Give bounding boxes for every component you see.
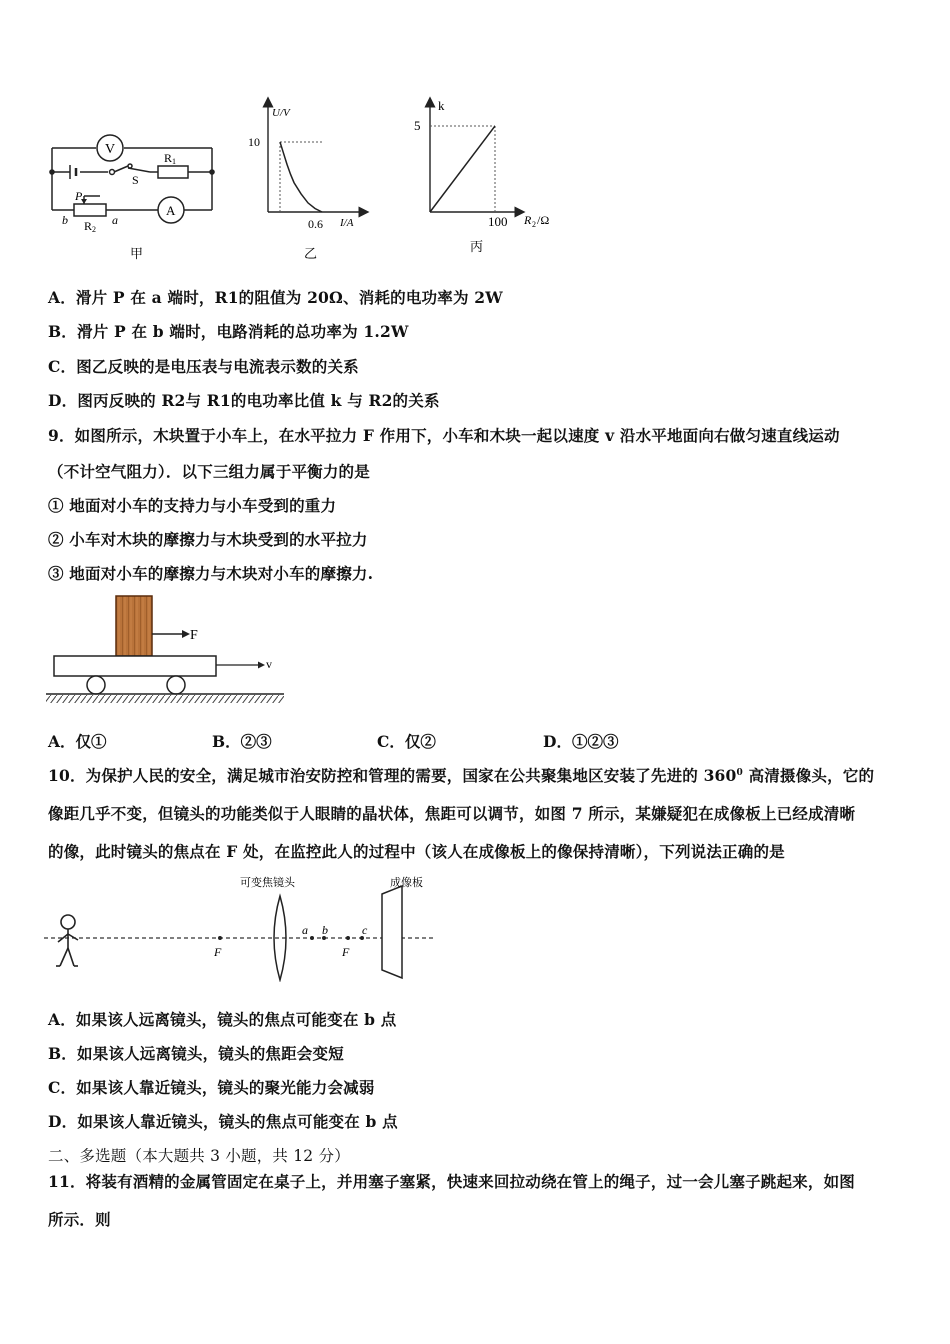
yi-x-tick: 0.6: [308, 217, 323, 231]
q8-option-d: D．图丙反映的 R2与 R1的电功率比值 k 与 R2的关系: [48, 391, 440, 410]
q9-option-d: D．①②③: [543, 732, 619, 751]
person-figure: [56, 915, 78, 966]
r2-label: R: [84, 219, 93, 233]
r1-sub: 1: [172, 157, 176, 166]
graph-yi: [240, 96, 370, 266]
q8-option-a: A．滑片 P 在 a 端时，R1的阻值为 20Ω、消耗的电功率为 2W: [48, 288, 503, 307]
bing-ylabel: k: [438, 98, 445, 113]
q10-degree-sup: 0: [736, 767, 743, 778]
r1-label: R: [164, 151, 173, 165]
circuit-caption: 甲: [130, 246, 144, 261]
q9-option-c: C．仅②: [377, 732, 436, 751]
yi-ylabel: U/V: [272, 107, 290, 119]
lens-label: 可变焦镜头: [240, 877, 295, 889]
q9-stem-line1: 9．如图所示，木块置于小车上，在水平拉力 F 作用下，小车和木块一起以速度 v 沿水平地面向右做匀速直线运动: [48, 426, 840, 445]
cart-diagram: [44, 592, 294, 708]
end-b-label: b: [62, 213, 68, 227]
bing-series-line: [430, 126, 495, 212]
voltmeter-label: V: [105, 142, 116, 157]
q10-stem-line3: 的像，此时镜头的焦点在 F 处，在监控此人的过程中（该人在成像板上的像保持清晰），下列说法正确的是: [48, 842, 785, 861]
switch-label: S: [132, 173, 139, 187]
q10-option-c: C．如果该人靠近镜头，镜头的聚光能力会减弱: [48, 1078, 375, 1097]
q10-option-b: B．如果该人远离镜头，镜头的焦距会变短: [48, 1044, 344, 1063]
bing-y-tick: 5: [414, 118, 421, 133]
q8-option-b: B．滑片 P 在 b 端时，电路消耗的总功率为 1.2W: [48, 322, 409, 341]
bing-x-tick: 100: [488, 214, 508, 229]
q10-stem-line1: [48, 764, 874, 786]
point-c-label: c: [362, 923, 368, 937]
graph-bing: [400, 96, 570, 266]
force-label: F: [190, 628, 198, 643]
r2-sub: 2: [92, 225, 96, 234]
ammeter-label: A: [166, 203, 176, 218]
focal-left-label: F: [214, 945, 222, 959]
focal-right-label: F: [342, 945, 350, 959]
q10-stem-tail: 高清摄像头，它的: [743, 766, 875, 785]
point-a-label: a: [302, 923, 308, 937]
bing-xlabel: R: [524, 213, 532, 227]
q9-option-b: B．②③: [212, 732, 272, 751]
yi-series-line: [280, 142, 322, 212]
lens-diagram: [44, 872, 444, 982]
q11-stem-line2: 所示．则: [48, 1210, 111, 1229]
section-heading-multiple-choice: 二、多选题（本大题共 3 小题，共 12 分）: [48, 1147, 350, 1165]
bing-xlabel-sub: 2: [532, 220, 536, 229]
q9-item-3: ③ 地面对小车的摩擦力与木块对小车的摩擦力.: [48, 564, 374, 583]
q9-item-1: ① 地面对小车的支持力与小车受到的重力: [48, 496, 337, 515]
end-a-label: a: [112, 213, 118, 227]
circuit-diagram: [40, 128, 230, 268]
slider-label: P: [75, 189, 83, 203]
q10-stem-text: 10．为保护人民的安全，满足城市治安防控和管理的需要，国家在公共聚集地区安装了先进的 360: [48, 766, 737, 785]
q10-stem-line2: 像距几乎不变，但镜头的功能类似于人眼睛的晶状体，焦距可以调节，如图 7 所示，某嫌疑犯在成像板上已经成清晰: [48, 804, 856, 823]
point-b-label: b: [322, 923, 328, 937]
yi-caption: 乙: [304, 246, 318, 261]
bing-plot-area: [430, 126, 495, 212]
q9-item-2: ② 小车对木块的摩擦力与木块受到的水平拉力: [48, 530, 368, 549]
yi-plot-area: [280, 142, 322, 212]
yi-xlabel: I/A: [340, 217, 354, 229]
bing-xlabel-unit: /Ω: [537, 213, 550, 227]
screen-label: 成像板: [390, 877, 423, 889]
yi-y-tick: 10: [248, 135, 260, 149]
q9-option-a: A．仅①: [48, 732, 107, 751]
bing-caption: 丙: [470, 239, 484, 254]
q9-stem-line2: （不计空气阻力）．以下三组力属于平衡力的是: [48, 462, 370, 481]
q10-option-a: A．如果该人远离镜头，镜头的焦点可能变在 b 点: [48, 1010, 397, 1029]
q11-stem-line1: 11．将装有酒精的金属管固定在桌子上，并用塞子塞紧，快速来回拉动绕在管上的绳子，过一会儿塞子跳起来，如图: [48, 1172, 855, 1191]
velocity-label: v: [266, 657, 272, 671]
q8-option-c: C．图乙反映的是电压表与电流表示数的关系: [48, 357, 359, 376]
q10-option-d: D．如果该人靠近镜头，镜头的焦点可能变在 b 点: [48, 1112, 398, 1131]
